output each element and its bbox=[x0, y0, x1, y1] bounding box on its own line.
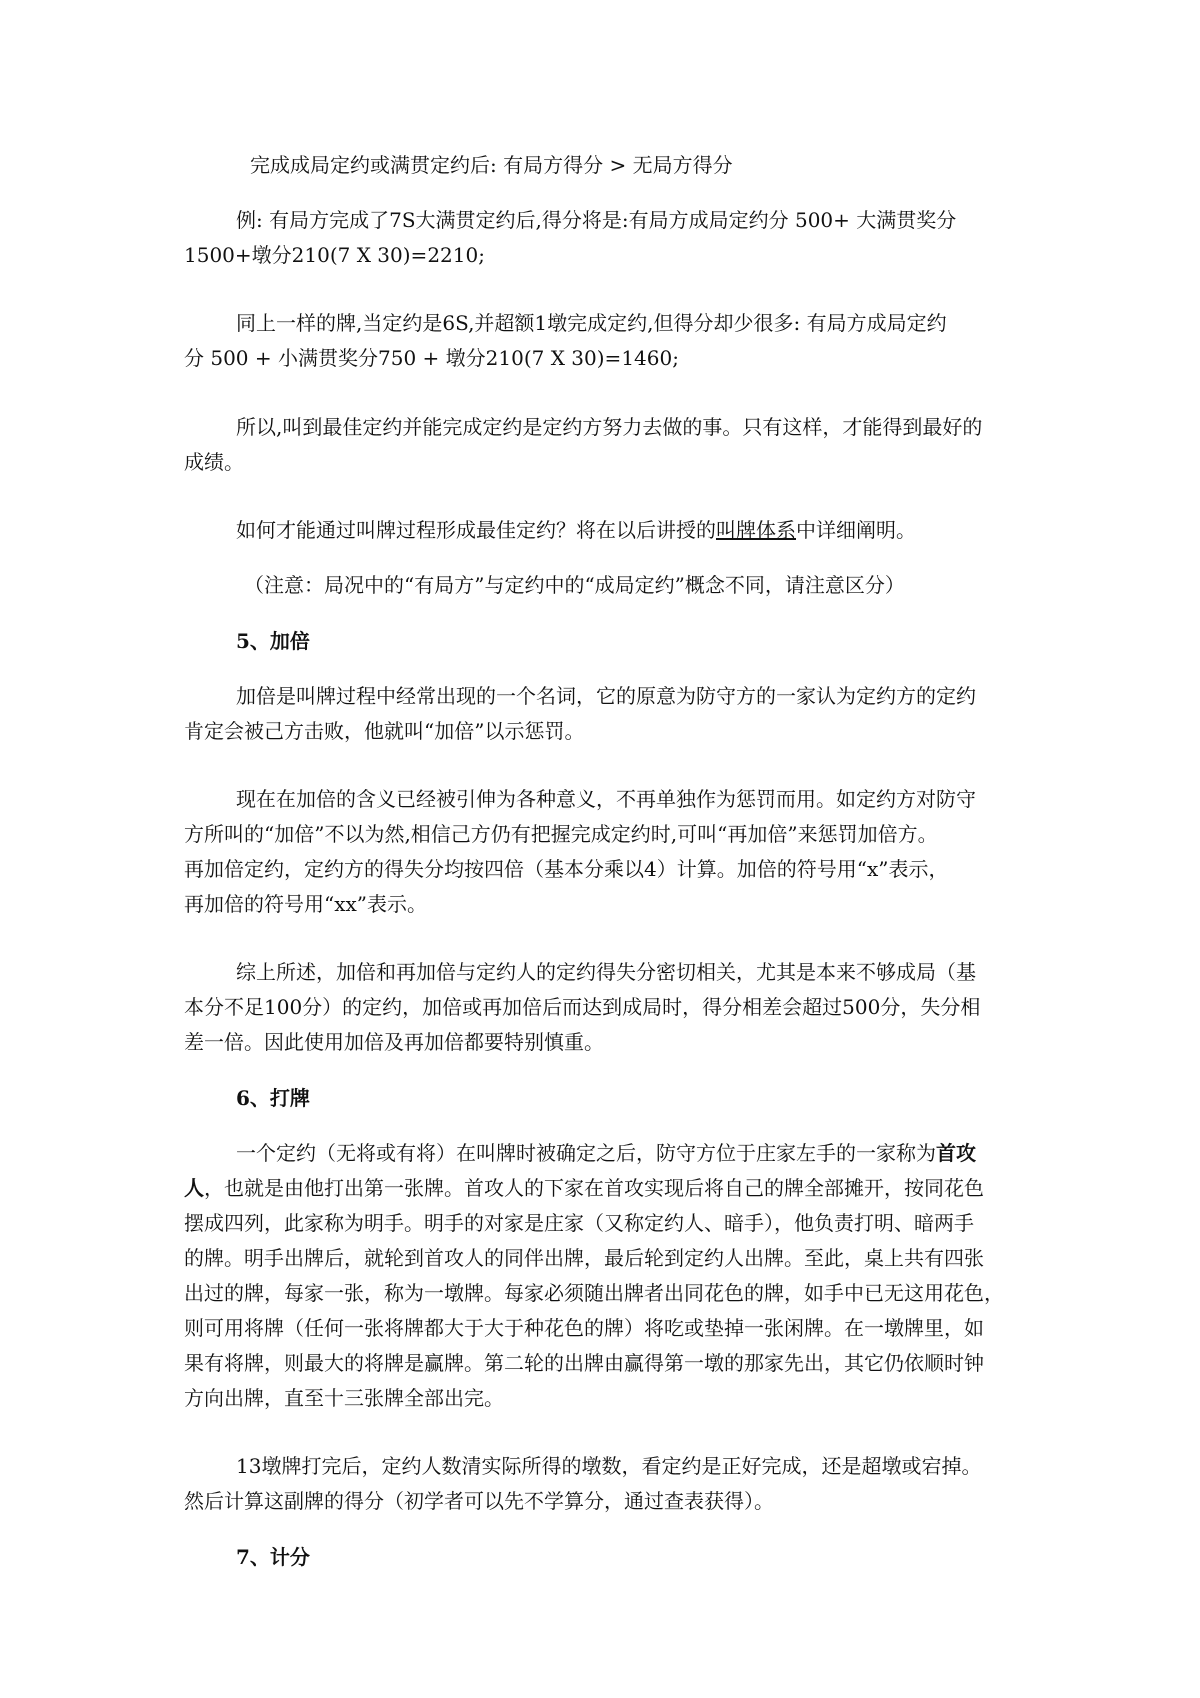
summary-line-3: 差一倍。因此使用加倍及再加倍都要特别慎重。 bbox=[184, 1030, 604, 1054]
play-line-6: 则可用将牌（任何一张将牌都大于大于种花色的牌）将吃或垫掉一张闲牌。在一墩牌里，如 bbox=[184, 1316, 984, 1340]
play-line-3: 摆成四列，此家称为明手。明手的对家是庄家（又称定约人、暗手），他负责打明、暗两手 bbox=[184, 1211, 974, 1235]
play-line-1 bbox=[236, 1136, 1076, 1171]
example-2-line-1: 同上一样的牌,当定约是6S,并超额1墩完成定约,但得分却少很多: 有局方成局定约 bbox=[236, 311, 947, 335]
opening-leader-term-b: 人 bbox=[184, 1176, 204, 1200]
redouble-line-4: 再加倍的符号用“xx”表示。 bbox=[184, 892, 428, 916]
bidding-system-text-post: 中详细阐明。 bbox=[796, 518, 916, 542]
summary-line-2: 本分不足100分）的定约，加倍或再加倍后而达到成局时，得分相差会超过500分，失分相 bbox=[184, 995, 981, 1019]
play-line-2 bbox=[184, 1171, 1024, 1206]
redouble-line-3: 再加倍定约，定约方的得失分均按四倍（基本分乘以4）计算。加倍的符号用“x”表示， bbox=[184, 857, 949, 881]
tricks-line-1: 13墩牌打完后，定约人数清实际所得的墩数，看定约是正好完成，还是超墩或宕掉。 bbox=[236, 1454, 982, 1478]
conclusion-line-2: 成绩。 bbox=[184, 450, 244, 474]
conclusion-line-1: 所以,叫到最佳定约并能完成定约是定约方努力去做的事。只有这样，才能得到最好的 bbox=[236, 415, 983, 439]
summary-line-1: 综上所述，加倍和再加倍与定约人的定约得失分密切相关，尤其是本来不够成局（基 bbox=[236, 960, 976, 984]
bidding-system-text-pre: 如何才能通过叫牌过程形成最佳定约？将在以后讲授的 bbox=[236, 518, 716, 542]
section-7-heading: 7、计分 bbox=[236, 1545, 310, 1569]
example-1-line-2: 1500+墩分210(7 X 30)=2210; bbox=[184, 243, 485, 267]
note-paragraph: （注意：局况中的“有局方”与定约中的“成局定约”概念不同，请注意区分） bbox=[244, 573, 905, 597]
section-5-heading: 5、加倍 bbox=[236, 629, 310, 653]
play-line-7: 果有将牌，则最大的将牌是赢牌。第二轮的出牌由赢得第一墩的那家先出，其它仍依顺时钟 bbox=[184, 1351, 984, 1375]
example-2-line-2: 分 500 + 小满贯奖分750 + 墩分210(7 X 30)=1460; bbox=[184, 346, 679, 370]
redouble-line-1: 现在在加倍的含义已经被引伸为各种意义，不再单独作为惩罚而用。如定约方对防守 bbox=[236, 787, 976, 811]
bidding-system-link[interactable]: 叫牌体系 bbox=[716, 518, 796, 542]
opening-leader-term-a: 首攻 bbox=[936, 1141, 976, 1165]
play-line-2-text: ，也就是由他打出第一张牌。首攻人的下家在首攻实现后将自己的牌全部摊开，按同花色 bbox=[204, 1176, 984, 1200]
play-line-5: 出过的牌，每家一张，称为一墩牌。每家必须随出牌者出同花色的牌，如手中已无这用花色， bbox=[184, 1281, 1004, 1305]
redouble-line-2: 方所叫的“加倍”不以为然,相信己方仍有把握完成定约时,可叫“再加倍”来惩罚加倍方。 bbox=[184, 822, 938, 846]
section-6-heading: 6、打牌 bbox=[236, 1086, 310, 1110]
tricks-line-2: 然后计算这副牌的得分（初学者可以先不学算分，通过查表获得）。 bbox=[184, 1489, 774, 1513]
bidding-system-paragraph bbox=[236, 513, 1076, 548]
double-definition-line-2: 肯定会被己方击败，他就叫“加倍”以示惩罚。 bbox=[184, 719, 585, 743]
contract-score-rule: 完成成局定约或满贯定约后: 有局方得分 > 无局方得分 bbox=[250, 153, 733, 177]
play-line-1-text: 一个定约（无将或有将）在叫牌时被确定之后，防守方位于庄家左手的一家称为 bbox=[236, 1141, 936, 1165]
play-line-4: 的牌。明手出牌后，就轮到首攻人的同伴出牌，最后轮到定约人出牌。至此，桌上共有四张 bbox=[184, 1246, 984, 1270]
double-definition-line-1: 加倍是叫牌过程中经常出现的一个名词，它的原意为防守方的一家认为定约方的定约 bbox=[236, 684, 976, 708]
example-1-line-1: 例: 有局方完成了7S大满贯定约后,得分将是:有局方成局定约分 500+ 大满贯奖分 bbox=[236, 208, 957, 232]
play-line-8: 方向出牌，直至十三张牌全部出完。 bbox=[184, 1386, 504, 1410]
